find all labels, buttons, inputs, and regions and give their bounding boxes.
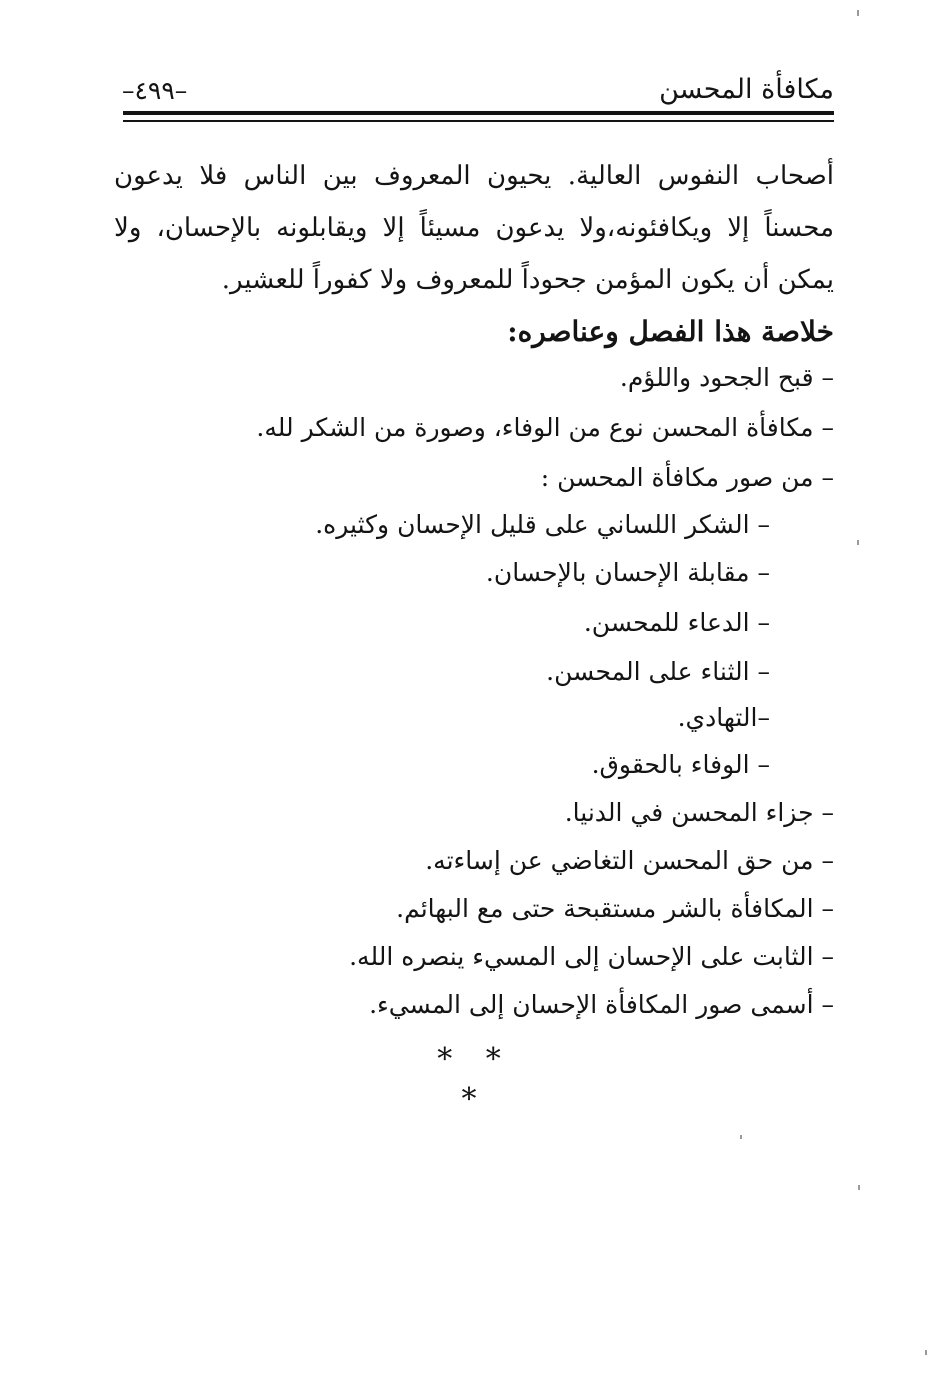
scan-artifact	[740, 1135, 742, 1139]
body-paragraph: أصحاب النفوس العالية. يحيون المعروف بين الناس فلا يدعون محسناً إلا ويكافئونه،ولا يدعون مسيئاً إلا ويقابلونه بالإحسان، ولا يمكن أن يكون المؤمن جحوداً للمعروف ولا كفوراً للعشير.	[114, 161, 834, 295]
section-end-mark: * * *	[437, 1042, 513, 1117]
sub-list-item: – الشكر اللساني على قليل الإحسان وكثيره.	[315, 510, 770, 539]
list-item: – من صور مكافأة المحسن :	[540, 463, 834, 492]
list-item: – المكافأة بالشر مستقبحة حتى مع البهائم.	[396, 894, 834, 923]
header-rule-thin	[123, 120, 834, 122]
sub-list-item: – مقابلة الإحسان بالإحسان.	[485, 558, 770, 587]
list-item: – من حق المحسن التغاضي عن إساءته.	[425, 846, 834, 875]
scan-artifact	[857, 540, 859, 545]
sub-list-item: –التهادي.	[677, 703, 770, 732]
scan-artifact	[857, 10, 859, 16]
list-item: – الثابت على الإحسان إلى المسيء ينصره الله.	[349, 942, 834, 971]
sub-list-item: – الوفاء بالحقوق.	[591, 750, 770, 779]
sub-list-item: – الثناء على المحسن.	[546, 657, 770, 686]
sub-list-item: – الدعاء للمحسن.	[583, 608, 770, 637]
header-rule-thick	[123, 111, 834, 115]
running-header-title: مكافأة المحسن	[659, 74, 834, 105]
page-number: –٤٩٩–	[122, 76, 188, 105]
list-item: – أسمى صور المكافأة الإحسان إلى المسيء.	[369, 990, 834, 1019]
scan-artifact	[858, 1185, 860, 1190]
list-item: – مكافأة المحسن نوع من الوفاء، وصورة من الشكر لله.	[256, 413, 834, 442]
section-heading: خلاصة هذا الفصل وعناصره:	[507, 315, 834, 348]
scan-artifact	[925, 1350, 927, 1355]
list-item: – جزاء المحسن في الدنيا.	[564, 798, 834, 827]
list-item: – قبح الجحود واللؤم.	[619, 363, 834, 392]
